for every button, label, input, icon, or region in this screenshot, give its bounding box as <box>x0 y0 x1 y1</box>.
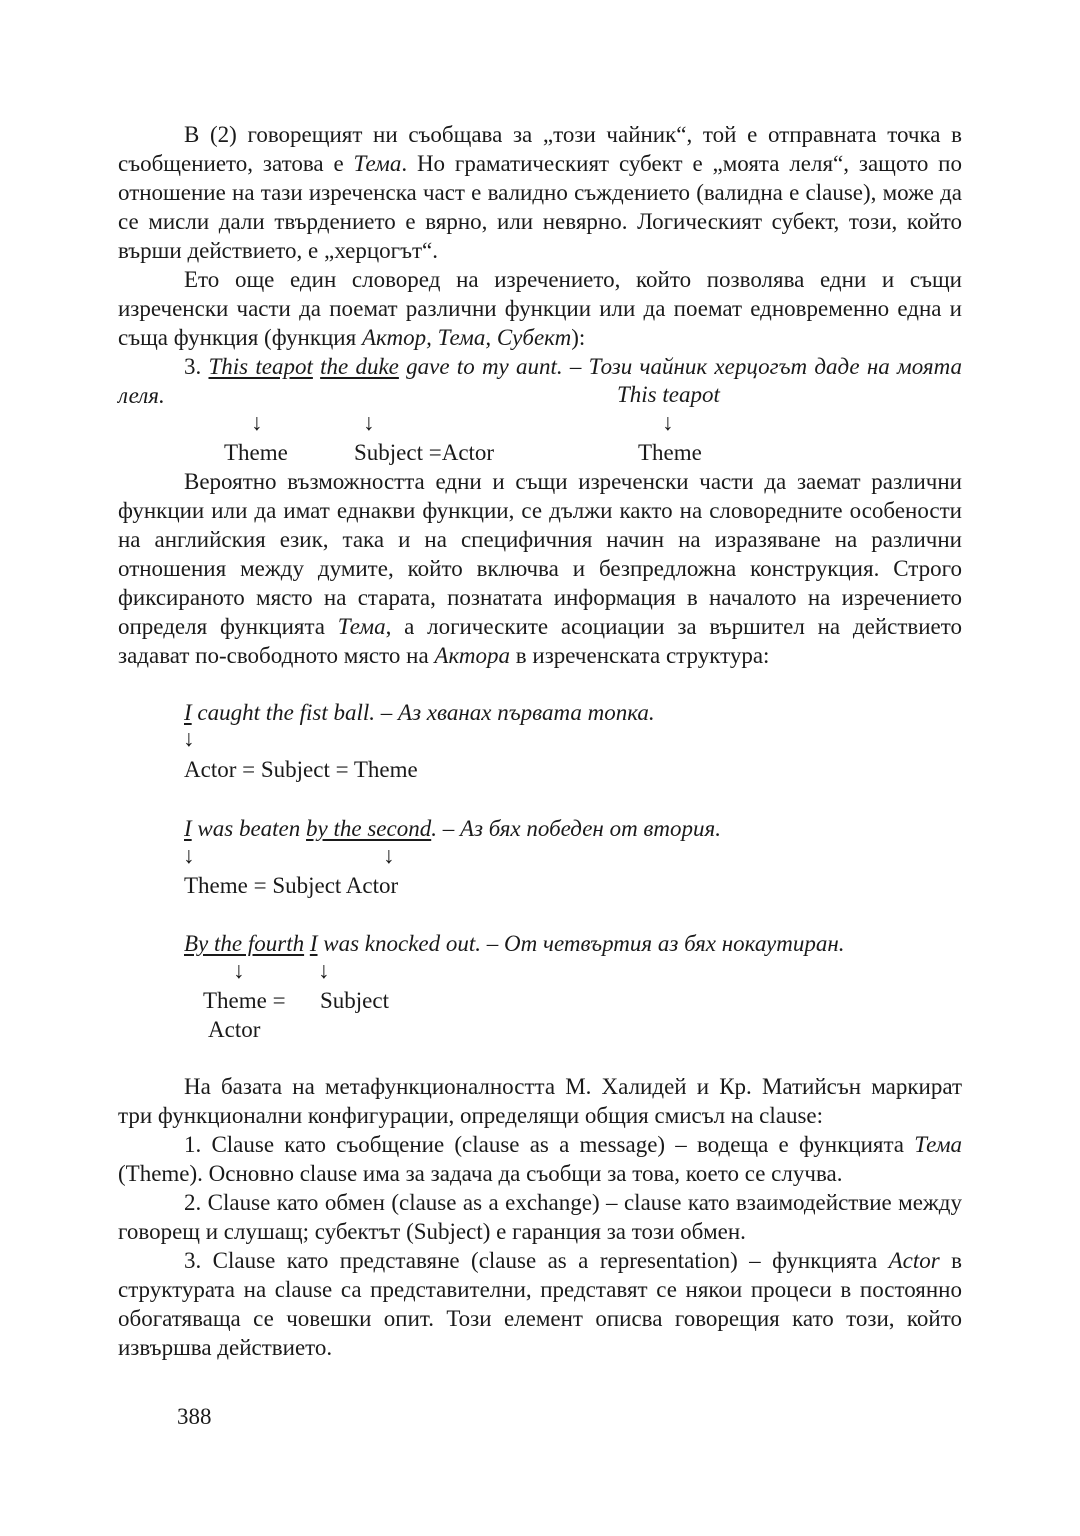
down-arrow-icon: ↓ <box>251 410 263 435</box>
text-block-1 <box>118 120 962 410</box>
example-right-text: This teapot <box>617 382 720 407</box>
paragraph: Вероятно възможността едни и същи изреченски части да заемат различни функции или да имат еднакви функции, се дължи както на словоредните особености на английския език, така и на специфичния начин на изразяване на различни отношения между думите, който включва и безпредложна конструкция. Строго фиксираното място на старата, познатата информация в началото на изречението определя функцията Тема, а логическите асоциации за вършител на действието задават по-свободното място на Актора в изреченската структура: <box>118 469 963 668</box>
text-block-2 <box>118 467 962 670</box>
example-sentence-e1: I caught the fist ball. – Аз хванах първата топка. <box>184 700 655 725</box>
function-label: Theme = <box>203 988 286 1013</box>
label-theme: Theme <box>638 440 702 465</box>
function-label: Theme = Subject Actor <box>184 873 399 898</box>
paragraph: Ето още един словоред на изречението, който позволява едни и същи изреченски части да поемат различни функции или да поемат едновременно една и съща функция (функция Актор, Тема, Субект): <box>118 267 962 350</box>
function-label: Actor = Subject = Theme <box>184 757 418 782</box>
down-arrow-icon: ↓ <box>318 958 330 983</box>
down-arrow-icon: ↓ <box>183 726 195 751</box>
label-subject-actor: Subject =Actor <box>354 440 495 465</box>
label-theme: Theme <box>224 440 288 465</box>
list-item: 1. Clause като съобщение (clause as a message) – водеща е функцията Тема (Theme). Основно clause има за задача да съобщи за това, което се случва. <box>118 1132 962 1186</box>
text-block-3 <box>118 1072 962 1362</box>
paragraph: На базата на метафункционалността М. Халидей и Кр. Матийсън маркират три функционални конфигурации, определящи общия смисъл на clause: <box>118 1074 962 1128</box>
page-number: 388 <box>177 1404 212 1429</box>
function-label: Actor <box>208 1017 261 1042</box>
example-sentence-e3: By the fourth I was knocked out. – От четвъртия аз бях нокаутиран. <box>184 931 845 956</box>
list-item: 2. Clause като обмен (clause as a exchange) – clause като взаимодействие между говорещ и слушащ; субектът (Subject) е гаранция за този обмен. <box>118 1190 962 1244</box>
example-sentence-e2: I was beaten by the second. – Аз бях победен от втория. <box>184 816 721 841</box>
example-sentence-3: 3. This teapot the duke gave to my aunt. – Този чайник херцогът даде на моята леля. <box>118 354 962 408</box>
down-arrow-icon: ↓ <box>383 843 395 868</box>
down-arrow-icon: ↓ <box>363 410 375 435</box>
down-arrow-icon: ↓ <box>662 410 674 435</box>
down-arrow-icon: ↓ <box>233 958 245 983</box>
function-label: Subject <box>320 988 389 1013</box>
down-arrow-icon: ↓ <box>183 843 195 868</box>
paragraph: В (2) говорещият ни съобщава за „този чайник“, той е отправната точка в съобщението, затова е Тема. Но граматическият субект е „моята леля“, защото по отношение на тази изреченска част е валидно съждението (валидна е clause), може да се мисли дали твърдението е вярно, или невярно. Логическият субект, този, който върши действието, е „херцогът“. <box>118 122 962 263</box>
list-item: 3. Clause като представяне (clause as a representation) – функцията Actor в структурата на clause са представителни, представят се някои процеси в постоянно обогатяваща се човешки опит. Този елемент описва говорещия като този, който извършва действието. <box>118 1248 962 1360</box>
